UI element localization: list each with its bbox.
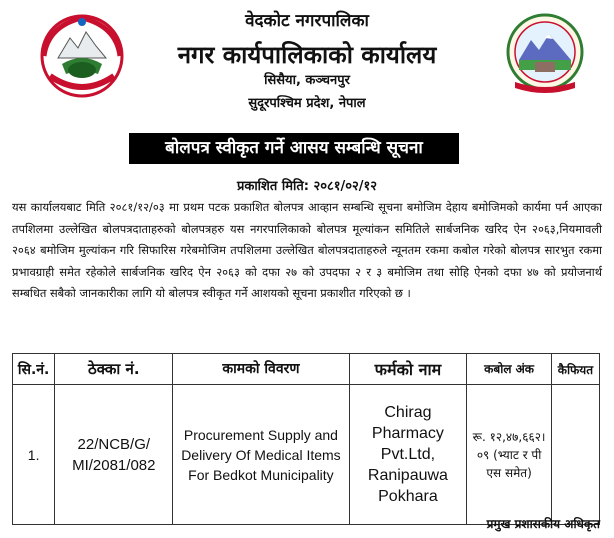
published-date: प्रकाशित मिति: २०८१/०२/१२ (236, 179, 378, 194)
cell-description: Procurement Supply and Delivery Of Medical Items For Bedkot Municipality (173, 385, 349, 525)
table-row (13, 385, 600, 525)
office-name: नगर कार्यपालिकाको कार्यालय (177, 41, 437, 69)
office-location: सिसैया, कञ्चनपुर (264, 73, 350, 88)
province-name: सुदूरपश्चिम प्रदेश, नेपाल (248, 96, 366, 111)
municipality-name: वेदकोट नगरपालिका (245, 11, 369, 31)
cell-firm: Chirag Pharmacy Pvt.Ltd, Ranipauwa Pokhara (349, 385, 467, 525)
notice-title-banner: बोलपत्र स्वीकृत गर्ने आसय सम्बन्धि सूचना (129, 133, 459, 164)
col-header-contract-no: ठेक्का नं. (55, 354, 173, 385)
cell-amount: रू. १२,४७,६६२।०९ (भ्याट र पी एस समेत) (467, 385, 552, 525)
col-header-firm: फर्मको नाम (349, 354, 467, 385)
col-header-amount: कबोल अंक (467, 354, 552, 385)
cell-sn: 1. (13, 385, 55, 525)
notice-body: यस कार्यालयबाट मिति २०८१/१२/०३ मा प्रथम पटक प्रकाशित बोलपत्र आव्हान सम्बन्धि सूचना बमोजिम देहाय बमोजिमको कार्यमा पर्न आएका तपशिलमा उल्लेखित बोलपत्रदाताहरुको बोलपत्रहरु यस नगरपालिकाको बोलपत्र मूल्यांकन समितिले सार्बजनिक खरिद ऐन २०६३,नियमावली २०६४ बमोजिम मुल्यांकन गरि सिफारिस गरेबमोजिम तपशिलमा उल्लेखित बोलपत्रदाताहरुले न्यूनतम रकमा कबोल गरेको बोलपत्र सारभुत रकमा प्रभावग्राही समेत रहेकोले सार्बजनिक खरिद ऐन २०६३ को दफा २७ को उपदफा २ र ३ बमोजिम तथा सोहि ऐनको दफा ४७ को प्रयोजनार्थ सम्बधित सबैको जानकारीका लागि यो बोलपत्र स्वीकृत गर्ने आशयको सूचना प्रकाशीत गरिएको छ । (12, 200, 602, 300)
table-header-row (13, 354, 600, 385)
award-table (12, 353, 600, 525)
col-header-description: कामको विवरण (173, 354, 349, 385)
cell-contract-no: 22/NCB/G/ MI/2081/082 (55, 385, 173, 525)
cell-remarks (551, 385, 599, 525)
signature-title: प्रमुख प्रशासकीय अधिकृत (486, 517, 600, 531)
col-header-sn: सि.नं. (13, 354, 55, 385)
col-header-remarks: कैफियत (551, 354, 599, 385)
